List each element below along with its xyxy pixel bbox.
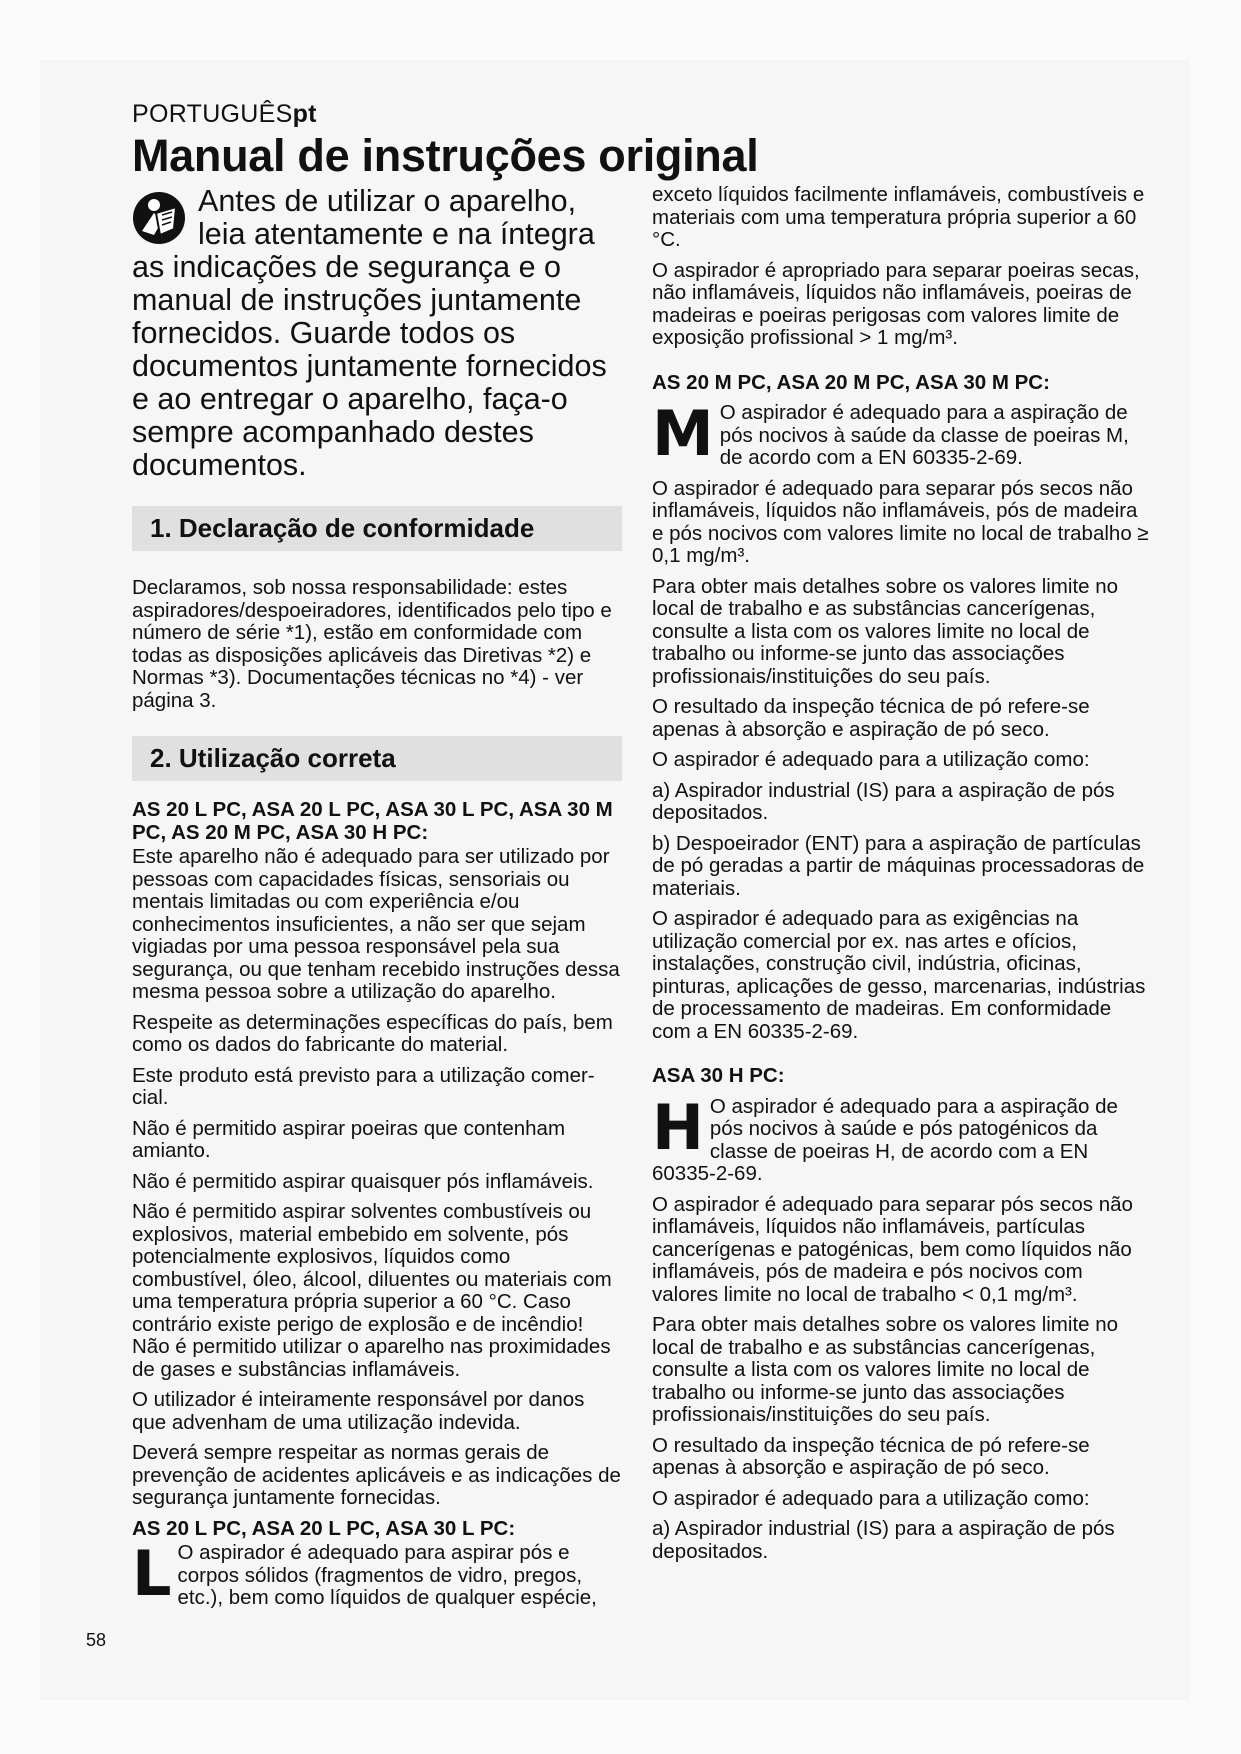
paragraph: a) Aspirador industrial (IS) para a aspiração de pós depositados. [652, 778, 1115, 824]
dust-class-l-paragraph [132, 1537, 622, 1610]
dust-class-h-text: O aspirador é adequado para a aspiração de pós nocivos à saúde e pós patogénicos da classe de poeiras H, de acordo com a EN 60335-2-69. [652, 1094, 1118, 1185]
paragraph: Não é permitido aspirar poeiras que contenham amianto. [132, 1116, 566, 1162]
section-heading-conformity: 1. Declaração de conformidade [132, 506, 622, 551]
models-heading-all: AS 20 L PC, ASA 20 L PC, ASA 30 L PC, ASA 30 M PC, AS 20 M PC, ASA 30 H PC: [132, 798, 613, 844]
paragraph: Não é permitido aspirar quaisquer pós inflamáveis. [132, 1169, 594, 1193]
intro-text: Antes de utilizar o aparelho, leia atentamente e na íntegra as indicações de segurança e o manual de instruções juntamente fornecidos. Guarde todos os documentos juntamente fornecidos e ao entregar o aparelho, faça-o sempre acompanhado destes documentos. [132, 184, 607, 482]
paragraph: Este aparelho não é adequado para ser utilizado por pessoas com capacidades físicas, sensoriais ou mentais limitadas ou com experiência e/ou conhecimentos insuficientes, a não ser que sejam vigiadas por uma pessoa responsável pela sua segurança, ou que tenham recebido instruções dessa mesma pessoa sobre a utilização do aparelho. [132, 845, 620, 1003]
paragraph: Este produto está previsto para a utilização comer-cial. [132, 1063, 595, 1109]
paragraph: O aspirador é adequado para a utilização como: [652, 1486, 1090, 1510]
paragraph: O resultado da inspeção técnica de pó refere-se apenas à absorção e aspiração de pó seco. [652, 1433, 1090, 1479]
dust-class-l-text: O aspirador é adequado para aspirar pós e corpos sólidos (fragmentos de vidro, pregos, etc.), bem como líquidos de qualquer espécie, [177, 1541, 597, 1609]
paragraph: Não é permitido aspirar solventes combustíveis ou explosivos, material embebido em solvente, pós potencialmente explosivos, líquidos como combustível, óleo, álcool, diluentes ou materiais com uma temperatura própria superior a 60 °C. Caso contrário existe perigo de explosão e de incêndio! Não é permitido utilizar o aparelho nas proximidades de gases e substâncias inflamáveis. [132, 1200, 612, 1381]
dust-class-l-icon: L [132, 1537, 172, 1610]
paragraph: O aspirador é adequado para as exigências na utilização comercial por ex. nas artes e ofícios, instalações, construção civil, indústria, oficinas, pinturas, aplicações de gesso, marcenarias, indústrias de processamento de madeiras. Em conformidade com a EN 60335-2-69. [652, 907, 1146, 1043]
paragraph: O aspirador é adequado para separar pós secos não inflamáveis, líquidos não inflamáveis, pós de madeira e pós nocivos com valores limite no local de trabalho ≥ 0,1 mg/m³. [652, 476, 1149, 567]
language-code: pt [292, 100, 317, 128]
models-heading-l: AS 20 L PC, ASA 20 L PC, ASA 30 L PC: [132, 1516, 516, 1540]
paragraph: b) Despoeirador (ENT) para a aspiração de partículas de pó geradas a partir de máquinas processadoras de materiais. [652, 831, 1145, 900]
paragraph: a) Aspirador industrial (IS) para a aspiração de pós depositados. [652, 1517, 1115, 1563]
paragraph: O resultado da inspeção técnica de pó refere-se apenas à absorção e aspiração de pó seco. [652, 695, 1090, 741]
dust-class-m-icon: M [652, 397, 714, 470]
right-column [652, 184, 1152, 1571]
paragraph: O aspirador é adequado para a utilização como: [652, 748, 1090, 771]
conformity-text: Declaramos, sob nossa responsabilidade: estes aspiradores/despoeiradores, identificados pelo tipo e número de série *1), estão em conformidade com todas as disposições aplicáveis das Diretivas *2) e Normas *3). Documentações técnicas no *4) - ver página 3. [132, 576, 612, 712]
section-heading-correct-use: 2. Utilização correta [132, 736, 622, 781]
page-number: 58 [86, 1630, 107, 1650]
models-heading-m: AS 20 M PC, ASA 20 M PC, ASA 30 M PC: [652, 370, 1050, 394]
left-column [132, 185, 622, 1618]
paragraph: Para obter mais detalhes sobre os valores limite no local de trabalho e as substâncias cancerígenas, consulte a lista com os valores limite no local de trabalho ou informe-se junto das associações profissionais/instituições do seu país. [652, 1313, 1119, 1426]
paragraph: O utilizador é inteiramente responsável por danos que advenham de uma utilização indevida. [132, 1388, 585, 1434]
paragraph: Deverá sempre respeitar as normas gerais de prevenção de acidentes aplicáveis e as indicações de segurança juntamente fornecidas. [132, 1441, 621, 1509]
paragraph: O aspirador é adequado para separar pós secos não inflamáveis, líquidos não inflamáveis, partículas cancerígenas e patogénicas, bem como líquidos não inflamáveis, pós de madeira e pós nocivos com valores limite no local de trabalho < 0,1 mg/m³. [652, 1192, 1133, 1306]
paragraph: O aspirador é apropriado para separar poeiras secas, não inflamáveis, líquidos não inflamáveis, poeiras de madeiras e poeiras perigosas com valores limite de exposição profissional > 1 mg/m³. [652, 258, 1140, 349]
dust-class-m-text: O aspirador é adequado para a aspiração de pós nocivos à saúde da classe de poeiras M, de acordo com a EN 60335-2-69. [719, 401, 1129, 469]
read-manual-icon [132, 191, 186, 245]
paragraph: Respeite as determinações específicas do país, bem como os dados do fabricante do material. [132, 1010, 613, 1056]
dust-class-h-icon: H [652, 1090, 704, 1164]
intro-paragraph [132, 185, 622, 482]
paragraph: exceto líquidos facilmente inflamáveis, combustíveis e materiais com uma temperatura própria superior a 60 °C. [652, 183, 1145, 251]
models-heading-h: ASA 30 H PC: [652, 1064, 785, 1087]
language-label: PORTUGUÊS [132, 100, 293, 128]
dust-class-h-paragraph [652, 1090, 1152, 1186]
language-header [132, 100, 317, 129]
dust-class-m-paragraph [652, 397, 1152, 470]
paragraph: Para obter mais detalhes sobre os valores limite no local de trabalho e as substâncias cancerígenas, consulte a lista com os valores limite no local de trabalho ou informe-se junto das associações profissionais/instituições do seu país. [652, 574, 1119, 688]
page-title: Manual de instruções original [132, 130, 759, 181]
